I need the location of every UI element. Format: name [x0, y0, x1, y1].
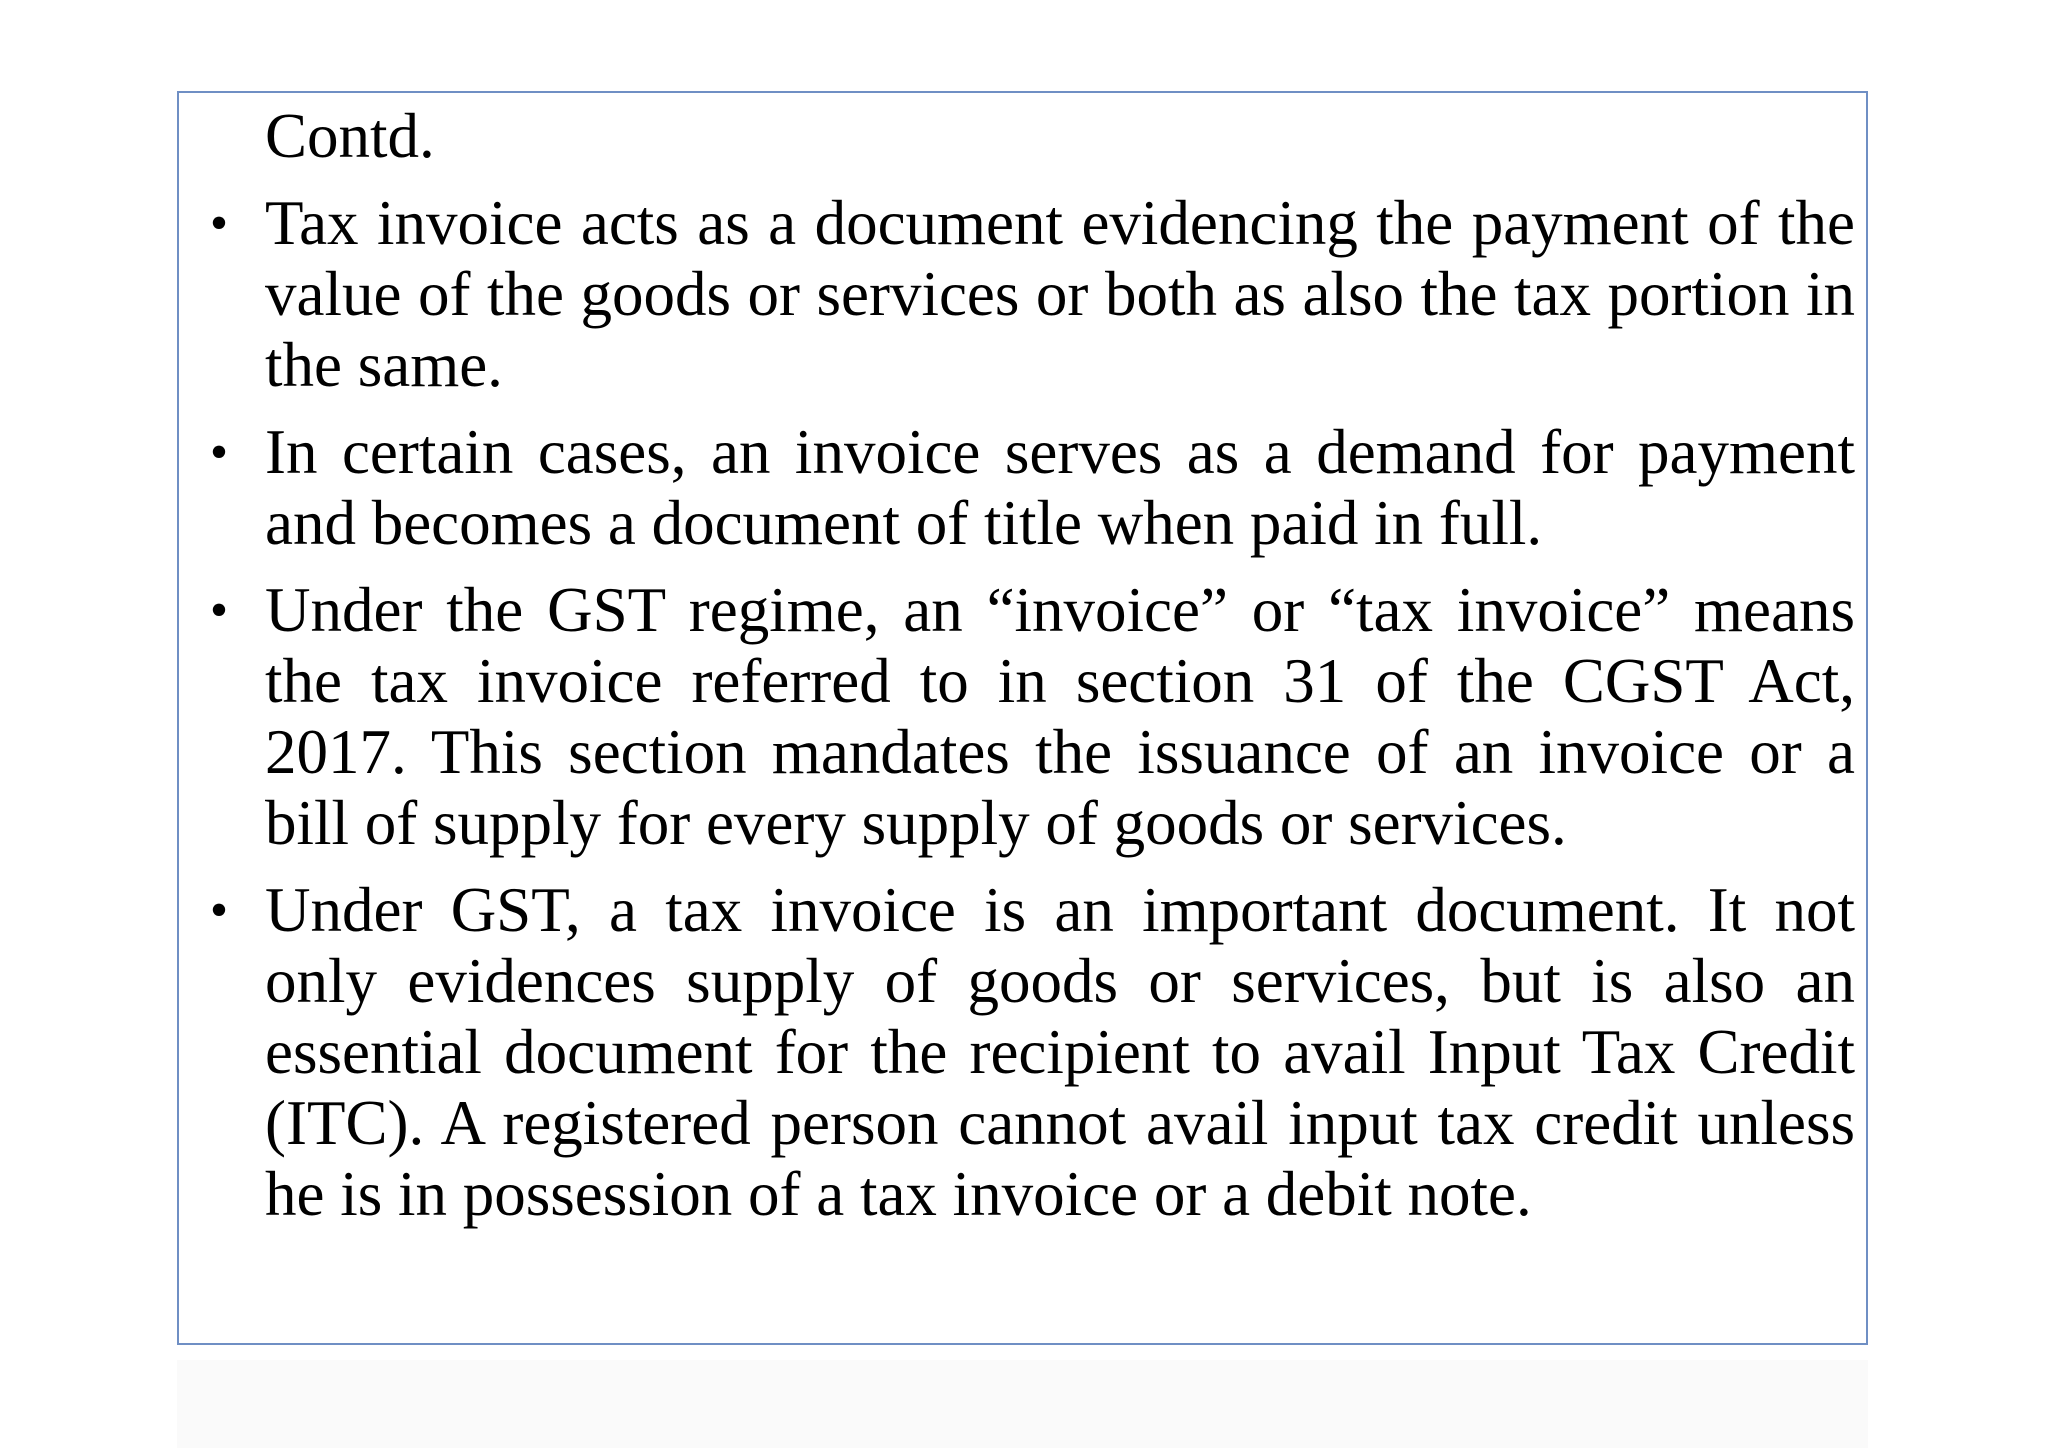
- bullet-text: Tax invoice acts as a document evidencing the payment of the value of the goods or services or both as also the tax portion in the same.: [265, 188, 1855, 400]
- bullet-item: [209, 188, 1855, 401]
- footer-band: [177, 1360, 1868, 1448]
- bullet-item: [209, 575, 1855, 859]
- bullet-text: Under GST, a tax invoice is an important document. It not only evidences supply of goods or services, but is also an essential document for the recipient to avail Input Tax Credit (ITC). A registered person cannot avail input tax credit unless he is in possession of a tax invoice or a debit note.: [265, 875, 1855, 1229]
- slide-frame: [177, 91, 1868, 1345]
- slide-body: [209, 101, 1855, 1246]
- bullet-icon: •: [209, 882, 229, 939]
- bullet-icon: •: [209, 582, 229, 639]
- bullet-icon: •: [209, 424, 229, 481]
- bullet-text: Under the GST regime, an “invoice” or “tax invoice” means the tax invoice referred to in section 31 of the CGST Act, 2017. This section mandates the issuance of an invoice or a bill of supply for every supply of goods or services.: [265, 575, 1855, 858]
- bullet-text: In certain cases, an invoice serves as a demand for payment and becomes a document of title when paid in full.: [265, 417, 1855, 558]
- bullet-item: [209, 417, 1855, 559]
- bullet-icon: •: [209, 195, 229, 252]
- bullet-list: [209, 188, 1855, 1230]
- bullet-item: [209, 875, 1855, 1230]
- slide-heading: Contd.: [265, 101, 435, 171]
